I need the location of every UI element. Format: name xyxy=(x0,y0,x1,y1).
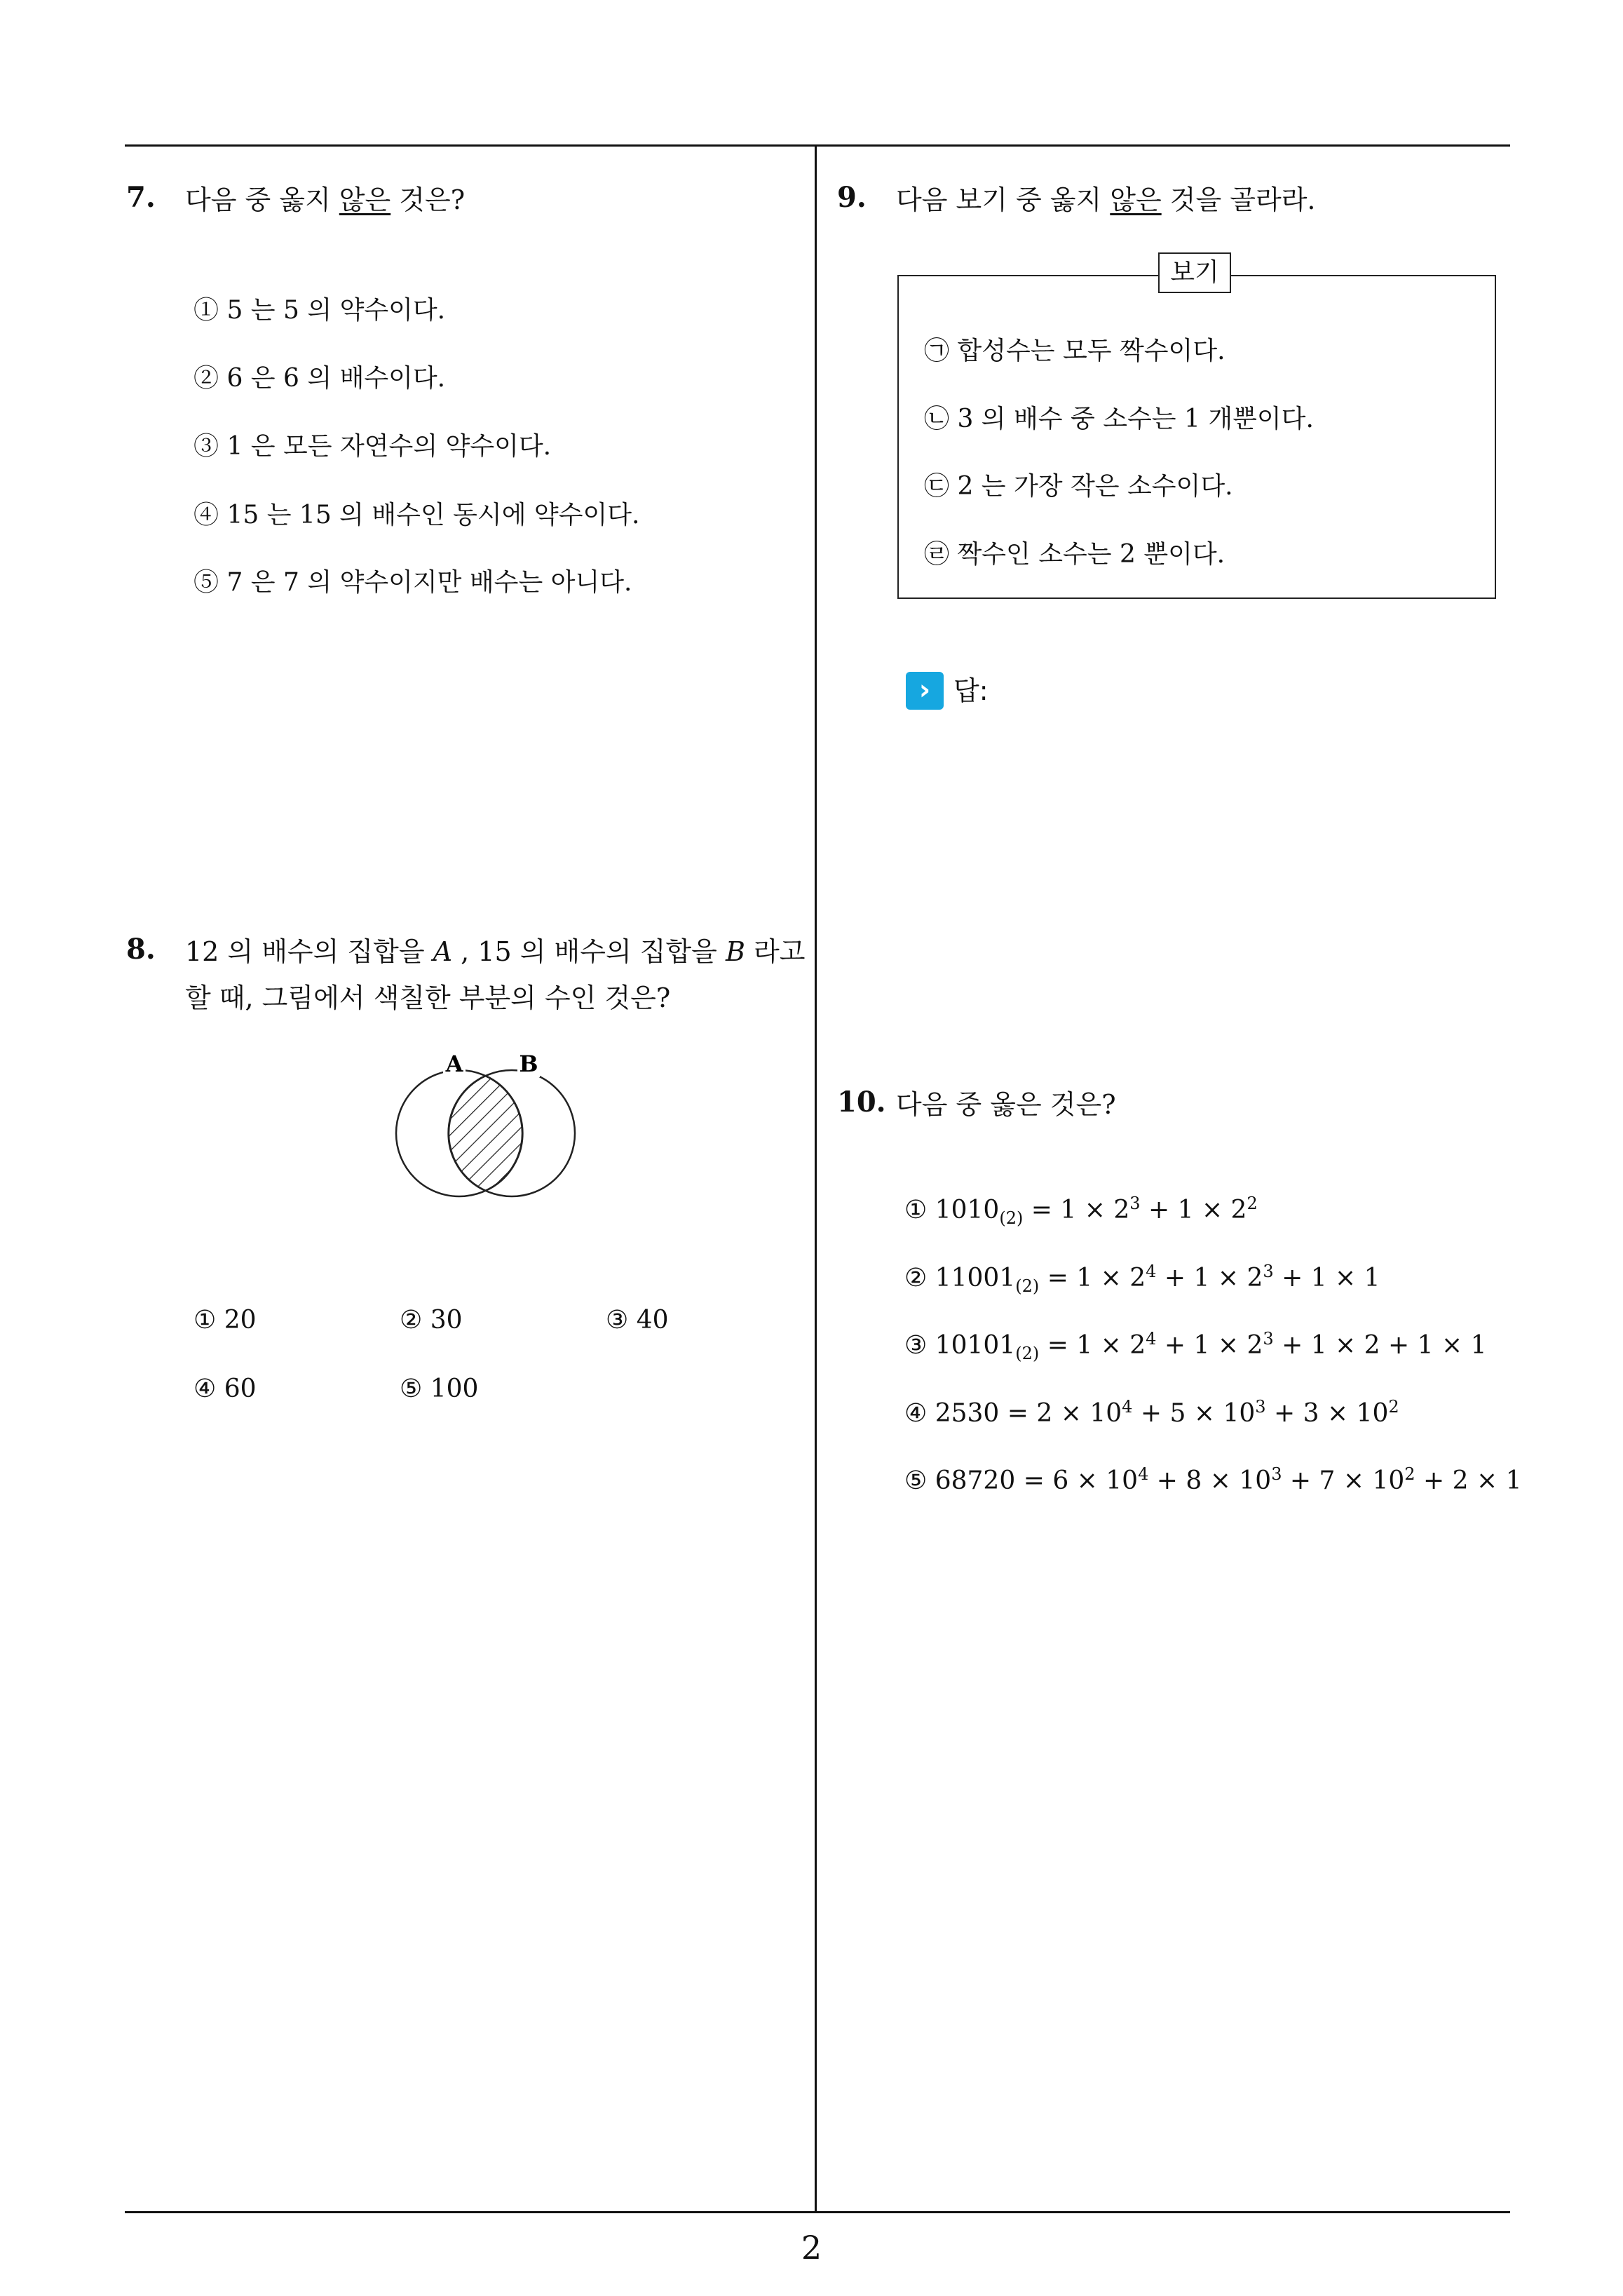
term: + 5 × 10 xyxy=(1132,1399,1256,1428)
option-1[interactable]: ① 5 는 5 의 약수이다. xyxy=(193,296,446,325)
term: 6 × 10 xyxy=(1052,1466,1139,1495)
option-5[interactable]: ⑤ 100 xyxy=(400,1375,479,1403)
exponent: 2 xyxy=(1247,1194,1258,1213)
bogi-title: 보기 xyxy=(1158,252,1231,293)
term: + 1 × 2 xyxy=(1156,1264,1263,1292)
top-rule xyxy=(125,144,1510,147)
exponent: 3 xyxy=(1129,1194,1141,1213)
term: + 1 × 2 xyxy=(1156,1331,1263,1360)
equals-sign: = xyxy=(1039,1331,1077,1360)
exponent: 3 xyxy=(1263,1329,1274,1349)
term-tail: + 1 × 2 + 1 × 1 xyxy=(1273,1331,1487,1360)
exponent: 2 xyxy=(1388,1397,1399,1417)
equals-sign: = xyxy=(1023,1196,1061,1224)
option-1[interactable] xyxy=(904,1194,1258,1228)
exponent: 4 xyxy=(1122,1397,1133,1417)
equation-lhs: 11001 xyxy=(935,1264,1016,1292)
option-3[interactable]: ③ 40 xyxy=(606,1306,669,1335)
equation-lhs: 2530 xyxy=(935,1399,1000,1428)
equals-sign: = xyxy=(999,1399,1037,1428)
venn-diagram xyxy=(393,1049,582,1203)
option-5[interactable]: ⑤ 7 은 7 의 약수이지만 배수는 아니다. xyxy=(193,568,632,597)
exponent: 3 xyxy=(1263,1262,1274,1281)
column-divider xyxy=(815,145,817,2213)
exponent: 4 xyxy=(1146,1329,1157,1349)
option-1[interactable]: ① 20 xyxy=(193,1306,257,1335)
term: 1 × 2 xyxy=(1076,1264,1146,1292)
term: + 1 × 2 xyxy=(1140,1196,1247,1224)
term: + 8 × 10 xyxy=(1148,1466,1272,1495)
equation-lhs: 68720 xyxy=(935,1466,1016,1495)
option-2[interactable]: ② 6 은 6 의 배수이다. xyxy=(193,364,446,393)
option-mark: ② xyxy=(904,1264,935,1292)
option-2[interactable] xyxy=(904,1262,1380,1296)
option-2[interactable]: ② 30 xyxy=(400,1306,463,1335)
bogi-item-4: ㉣ 짝수인 소수는 2 뿐이다. xyxy=(924,540,1225,569)
option-4[interactable] xyxy=(904,1397,1399,1428)
exponent: 4 xyxy=(1138,1464,1149,1484)
bogi-item-1: ㉠ 합성수는 모두 짝수이다. xyxy=(924,337,1225,365)
exponent: 4 xyxy=(1146,1262,1157,1281)
question-text: 다음 중 옳지 않은 것은? xyxy=(185,184,466,215)
answer-label[interactable]: 답: xyxy=(953,675,989,706)
question-number: 7. xyxy=(126,181,156,214)
term: 1 × 2 xyxy=(1060,1196,1130,1224)
base-subscript: (2) xyxy=(1015,1344,1040,1364)
option-mark: ③ xyxy=(904,1331,935,1360)
option-mark: ① xyxy=(904,1196,935,1224)
option-5[interactable] xyxy=(904,1464,1522,1495)
question-number: 9. xyxy=(837,181,867,214)
exponent: 3 xyxy=(1271,1464,1282,1484)
option-mark: ④ xyxy=(904,1399,935,1428)
equals-sign: = xyxy=(1039,1264,1077,1292)
exponent: 2 xyxy=(1404,1464,1415,1484)
term: 2 × 10 xyxy=(1036,1399,1122,1428)
bottom-rule xyxy=(125,2211,1510,2213)
bogi-item-3: ㉢ 2 는 가장 작은 소수이다. xyxy=(924,472,1233,501)
term-tail: + 1 × 1 xyxy=(1273,1264,1380,1292)
term-tail: + 2 × 1 xyxy=(1415,1466,1522,1495)
option-3[interactable] xyxy=(904,1329,1486,1363)
term: + 7 × 10 xyxy=(1282,1466,1405,1495)
option-mark: ⑤ xyxy=(904,1466,935,1495)
equation-lhs: 1010 xyxy=(935,1196,1000,1224)
question-number: 8. xyxy=(126,933,156,966)
equation-lhs: 10101 xyxy=(935,1331,1016,1360)
set-a-label: A xyxy=(445,1051,463,1077)
question-text-line-1: 12 의 배수의 집합을 A , 15 의 배수의 집합을 B 라고 xyxy=(185,936,806,967)
term: 1 × 2 xyxy=(1076,1331,1146,1360)
option-4[interactable]: ④ 60 xyxy=(193,1375,257,1403)
chevron-right-icon: › xyxy=(906,672,944,710)
option-4[interactable]: ④ 15 는 15 의 배수인 동시에 약수이다. xyxy=(193,501,640,529)
page-number: 2 xyxy=(801,2229,822,2267)
base-subscript: (2) xyxy=(1015,1276,1040,1297)
set-b-label: B xyxy=(519,1051,538,1077)
option-3[interactable]: ③ 1 은 모든 자연수의 약수이다. xyxy=(193,432,552,461)
exponent: 3 xyxy=(1255,1397,1266,1417)
question-number: 10. xyxy=(837,1086,886,1119)
base-subscript: (2) xyxy=(999,1208,1024,1229)
bogi-item-2: ㉡ 3 의 배수 중 소수는 1 개뿐이다. xyxy=(924,405,1314,433)
question-text-line-2: 할 때, 그림에서 색칠한 부분의 수인 것은? xyxy=(185,982,671,1013)
equals-sign: = xyxy=(1015,1466,1053,1495)
question-text: 다음 중 옳은 것은? xyxy=(896,1089,1116,1120)
question-text: 다음 보기 중 옳지 않은 것을 골라라. xyxy=(896,184,1316,215)
term: + 3 × 10 xyxy=(1265,1399,1389,1428)
